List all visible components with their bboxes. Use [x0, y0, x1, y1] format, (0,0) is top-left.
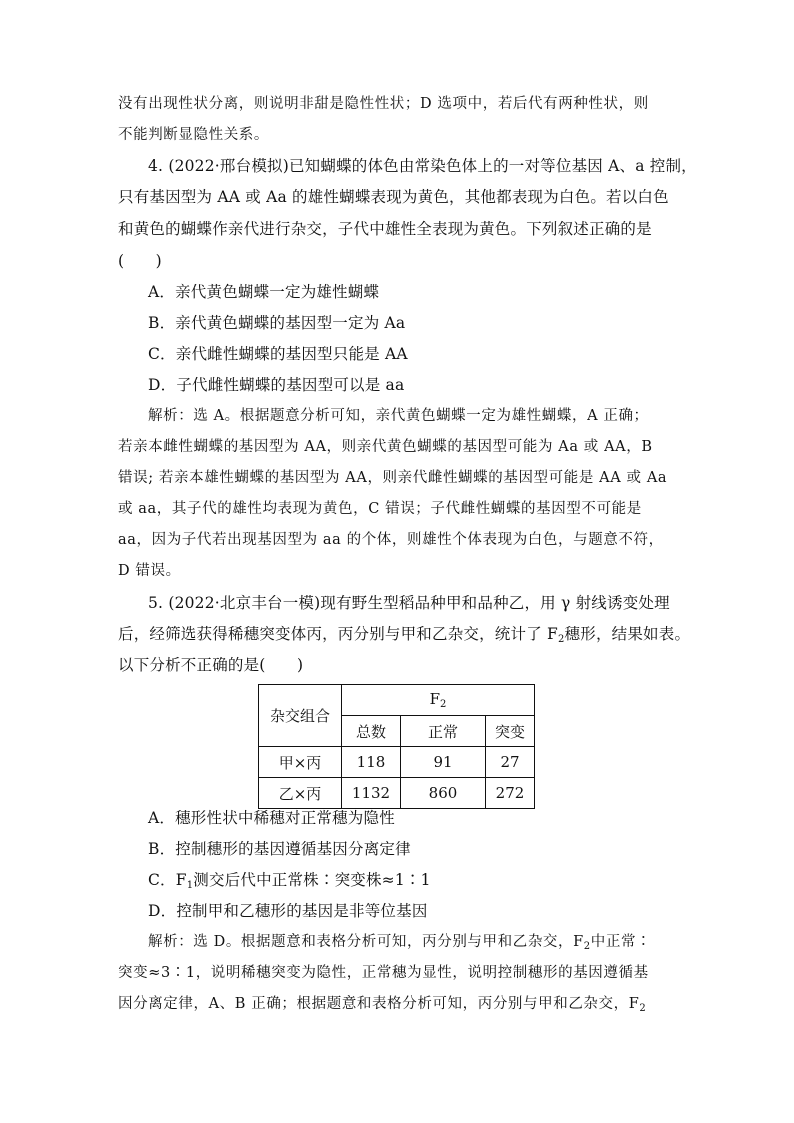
cell: 1132	[342, 778, 401, 809]
row-label: 甲×丙	[259, 747, 342, 778]
option-c: C．$F_1$测交后代中正常株∶突变株≈1∶1	[148, 871, 431, 891]
cell: 27	[486, 747, 535, 778]
group-header: $F_2$	[342, 685, 535, 716]
answer-blank: ( )	[118, 252, 162, 270]
col-header: 突变	[486, 716, 535, 747]
question-5-stem: 5. (2022·北京丰台一模)现有野生型稻品种甲和品种乙，用 γ 射线诱变处理	[148, 594, 670, 612]
cell: 860	[401, 778, 486, 809]
col-header: 正常	[401, 716, 486, 747]
text-line: 不能判断显隐性关系。	[118, 127, 269, 143]
cell: 118	[342, 747, 401, 778]
text-line: 若亲本雌性蝴蝶的基因型为 AA，则亲代黄色蝴蝶的基因型可能为 Aa 或 AA，B	[118, 439, 653, 455]
results-table	[258, 684, 535, 809]
cell: 91	[401, 747, 486, 778]
option-a: A．亲代黄色蝴蝶一定为雄性蝴蝶	[148, 283, 380, 301]
col-header: 总数	[342, 716, 401, 747]
text-line: 后，经筛选获得稀穗突变体丙，丙分别与甲和乙杂交，统计了 $F_2$穗形，结果如表。	[118, 625, 691, 645]
text-line: 错误; 若亲本雄性蝴蝶的基因型为 AA，则亲代雌性蝴蝶的基因型可能是 AA 或 Aa	[118, 470, 668, 486]
text-line: aa，因为子代若出现基因型为 aa 的个体，则雄性个体表现为白色，与题意不符，	[118, 532, 664, 548]
option-b: B．亲代黄色蝴蝶的基因型一定为 Aa	[148, 314, 406, 332]
option-c: C．亲代雌性蝴蝶的基因型只能是 AA	[148, 345, 408, 363]
text-line: 没有出现性状分离，则说明非甜是隐性性状；D 选项中，若后代有两种性状，则	[118, 96, 649, 112]
text-line: 以下分析不正确的是( )	[118, 656, 304, 674]
text-line: D 错误。	[118, 563, 181, 579]
row-header: 杂交组合	[259, 685, 342, 747]
analysis-5: 解析：选 D。根据题意和表格分析可知，丙分别与甲和乙杂交，$F_2$中正常∶	[148, 934, 652, 952]
text-line: 或 aa，其子代的雄性均表现为黄色，C 错误；子代雌性蝴蝶的基因型不可能是	[118, 501, 642, 517]
option-a: A．穗形性状中稀穗对正常穗为隐性	[148, 809, 395, 827]
text-line: 和黄色的蝴蝶作亲代进行杂交，子代中雄性全表现为黄色。下列叙述正确的是	[118, 220, 652, 238]
table-row	[259, 747, 535, 778]
option-d: D．子代雌性蝴蝶的基因型可以是 aa	[148, 376, 405, 394]
text-line: 突变≈3∶1，说明稀穗突变为隐性，正常穗为显性，说明控制穗形的基因遵循基	[118, 965, 649, 981]
cell: 272	[486, 778, 535, 809]
option-b: B．控制穗形的基因遵循基因分离定律	[148, 840, 411, 858]
option-d: D．控制甲和乙穗形的基因是非等位基因	[148, 902, 428, 920]
row-label: 乙×丙	[259, 778, 342, 809]
question-4-stem: 4. (2022·邢台模拟)已知蝴蝶的体色由常染色体上的一对等位基因 A、a 控制，	[148, 157, 697, 175]
table-row	[259, 778, 535, 809]
text-line: 因分离定律，A、B 正确；根据题意和表格分析可知，丙分别与甲和乙杂交，$F_2$	[118, 996, 647, 1014]
text-line: 只有基因型为 AA 或 Aa 的雄性蝴蝶表现为黄色，其他都表现为白色。若以白色	[118, 188, 669, 206]
analysis-4: 解析：选 A。根据题意分析可知，亲代黄色蝴蝶一定为雄性蝴蝶，A 正确；	[148, 408, 649, 424]
